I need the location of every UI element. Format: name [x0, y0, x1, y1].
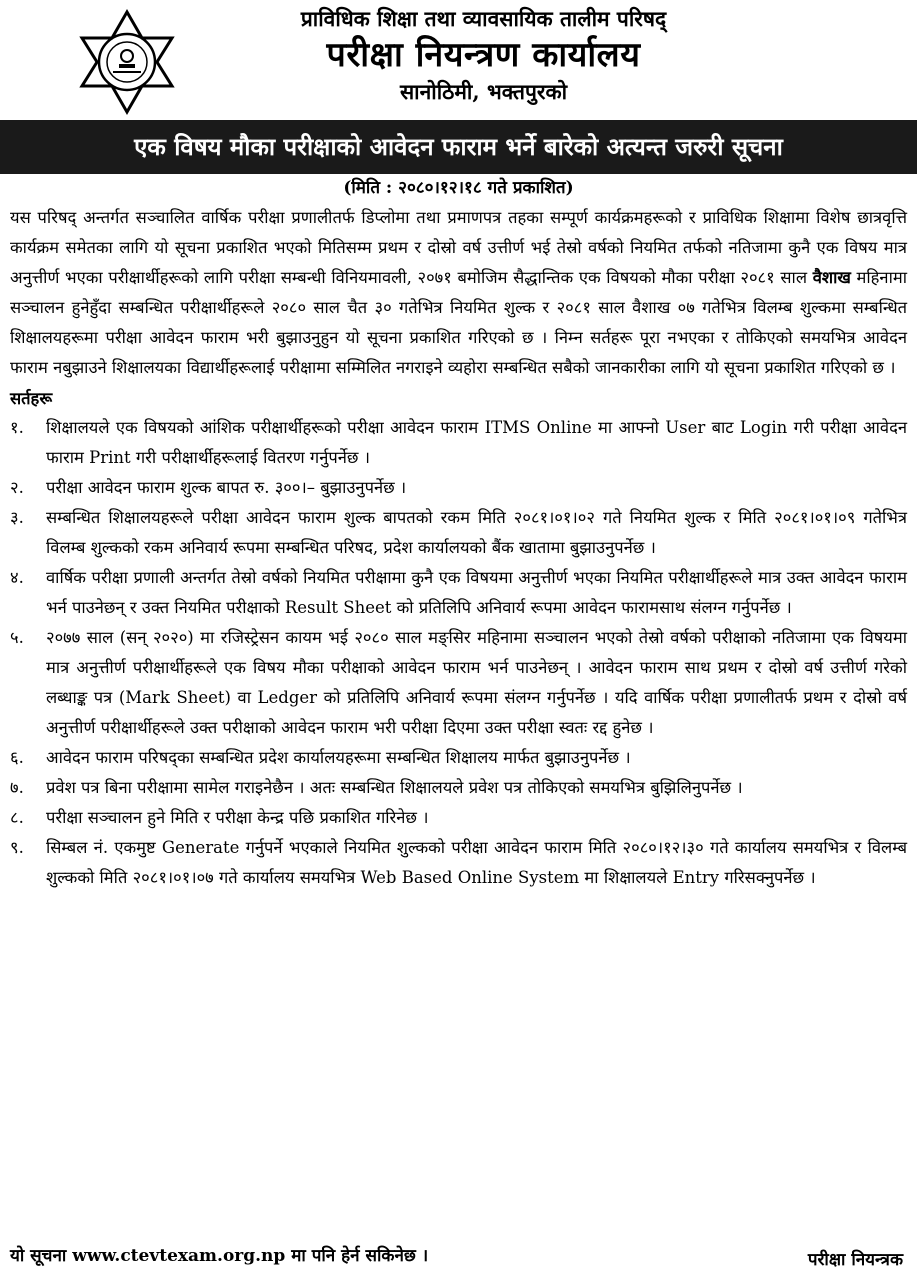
intro-text-part1: यस परिषद् अन्तर्गत सञ्चालित वार्षिक परीक्षा प्रणालीतर्फ डिप्लोमा तथा प्रमाणपत्र तहका सम्पूर्ण कार्यक्रमहरूको र प्राविधिक शिक्षामा विशेष छात्रवृत्ति कार्यक्रम समेतका लागि यो सूचना प्रकाशित भएको मितिसम्म प्रथम र दोस्रो वर्ष उत्तीर्ण भई तेस्रो वर्षको नियमित तर्फको नतिजामा कुनै एक विषय मात्र अनुत्तीर्ण भएका परीक्षार्थीहरूको लागि परीक्षा सम्बन्धी विनियमावली, २०७१ बमोजिम सैद्धान्तिक एक विषयको मौका परीक्षा २०८१ साल — [10, 208, 907, 287]
condition-number: ४. — [10, 568, 24, 587]
condition-text: परीक्षा आवेदन फाराम शुल्क बापत रु. ३००।– बुझाउनुपर्नेछ । — [46, 478, 407, 497]
condition-number: ५. — [10, 628, 24, 647]
publication-date: (मिति : २०८०।१२।१८ गते प्रकाशित) — [343, 178, 574, 198]
condition-number: ७. — [10, 778, 24, 797]
letterhead-text — [210, 4, 757, 108]
condition-number: २. — [10, 478, 24, 497]
condition-item — [10, 563, 907, 623]
condition-text: प्रवेश पत्र बिना परीक्षामा सामेल गराइनेछैन । अतः सम्बन्धित शिक्षालयले प्रवेश पत्र तोकिएको समयभित्र बुझिलिनुपर्नेछ । — [46, 778, 743, 797]
office-address: सानोठिमी, भक्तपुरको — [399, 79, 568, 104]
condition-number: ९. — [10, 838, 24, 857]
condition-number: ३. — [10, 508, 24, 527]
council-name: प्राविधिक शिक्षा तथा व्यावसायिक तालीम परिषद् — [300, 6, 667, 31]
notice-footer — [10, 1241, 907, 1271]
condition-item — [10, 803, 907, 833]
intro-highlight-month: वैशाख — [812, 268, 851, 287]
website-note: यो सूचना www.ctevtexam.org.np मा पनि हेर्न सकिनेछ । — [10, 1246, 429, 1266]
intro-text-part2: महिनामा सञ्चालन हुनेहुँदा सम्बन्धित परीक्षार्थीहरूले २०८० साल चैत ३० गतेभित्र नियमित शुल्क र २०८१ साल वैशाख ०७ गतेभित्र विलम्ब शुल्कमा सम्बन्धित शिक्षालयहरूमा परीक्षा आवेदन फाराम भरी बुझाउनुहुन यो सूचना प्रकाशित गरिएको छ । निम्न सर्तहरू पूरा नभएका र तोकिएको समयभित्र आवेदन फाराम नबुझाउने शिक्षालयका विद्यार्थीहरूलाई परीक्षामा सम्मिलित नगराइने व्यहोरा सम्बन्धित सबैको जानकारीका लागि यो सूचना प्रकाशित गरिएको छ । — [10, 268, 908, 377]
signatory: परीक्षा नियन्त्रक — [807, 1250, 903, 1270]
condition-item — [10, 833, 907, 893]
condition-text: शिक्षालयले एक विषयको आंशिक परीक्षार्थीहरूको परीक्षा आवेदन फाराम ITMS Online मा आफ्नो User बाट Login गरी परीक्षा आवेदन फाराम Print गरी परीक्षार्थीहरूलाई वितरण गर्नुपर्नेछ । — [46, 418, 907, 467]
condition-number: ८. — [10, 808, 24, 827]
condition-text: सम्बन्धित शिक्षालयहरूले परीक्षा आवेदन फाराम शुल्क बापतको रकम मिति २०८१।०१।०२ गते नियमित शुल्क र मिति २०८१।०१।०९ गतेभित्र विलम्ब शुल्कको रकम अनिवार्य रूपमा सम्बन्धित परिषद, प्रदेश कार्यालयको बैंक खातामा बुझाउनुपर्नेछ । — [46, 508, 907, 557]
condition-item — [10, 473, 907, 503]
condition-number: १. — [10, 418, 24, 437]
intro-paragraph — [10, 203, 907, 383]
condition-text: परीक्षा सञ्चालन हुने मिति र परीक्षा केन्द्र पछि प्रकाशित गरिनेछ । — [46, 808, 429, 827]
notice-body — [10, 203, 907, 893]
condition-text: सिम्बल नं. एकमुष्ट Generate गर्नुपर्ने भएकाले नियमित शुल्कको परीक्षा आवेदन फाराम मिति २०८०।१२।३० गते कार्यालय समयभित्र र विलम्ब शुल्कको मिति २०८१।०१।०७ गते कार्यालय समयभित्र Web Based Online System मा शिक्षालयले Entry गरिसक्नुपर्नेछ । — [46, 838, 907, 887]
office-name: परीक्षा नियन्त्रण कार्यालय — [326, 35, 641, 75]
conditions-title: सर्तहरू — [10, 389, 53, 408]
condition-number: ६. — [10, 748, 24, 767]
condition-item — [10, 503, 907, 563]
condition-item — [10, 413, 907, 473]
letterhead — [0, 0, 917, 120]
condition-item — [10, 773, 907, 803]
condition-item — [10, 623, 907, 743]
ctevt-star-emblem-icon — [68, 8, 186, 116]
condition-text: वार्षिक परीक्षा प्रणाली अन्तर्गत तेस्रो वर्षको नियमित परीक्षामा कुनै एक विषयमा अनुत्तीर्ण भएका नियमित परीक्षार्थीहरूले मात्र उक्त आवेदन फाराम भर्न पाउनेछन् र उक्त नियमित परीक्षाको Result Sheet को प्रतिलिपि अनिवार्य रूपमा आवेदन फारामसाथ संलग्न गर्नुपर्नेछ । — [46, 568, 907, 617]
notice-title-banner: एक विषय मौका परीक्षाको आवेदन फाराम भर्ने बारेको अत्यन्त जरुरी सूचना — [0, 120, 917, 174]
condition-text: आवेदन फाराम परिषद्का सम्बन्धित प्रदेश कार्यालयहरूमा सम्बन्धित शिक्षालय मार्फत बुझाउनुपर्नेछ । — [46, 748, 631, 767]
conditions-list — [10, 413, 907, 893]
condition-item — [10, 743, 907, 773]
condition-text: २०७७ साल (सन् २०२०) मा रजिस्ट्रेसन कायम भई २०८० साल मङ्सिर महिनामा सञ्चालन भएको तेस्रो वर्षको परीक्षाको नतिजामा एक विषयमा मात्र अनुत्तीर्ण परीक्षार्थीहरूले एक विषय मौका परीक्षाको आवेदन फाराम भर्न पाउनेछन् । आवेदन फाराम साथ प्रथम र दोस्रो वर्ष उत्तीर्ण गरेको लब्धाङ्क पत्र (Mark Sheet) वा Ledger को प्रतिलिपि अनिवार्य रूपमा संलग्न गर्नुपर्नेछ । यदि वार्षिक परीक्षा प्रणालीतर्फ प्रथम र दोस्रो वर्ष अनुत्तीर्ण परीक्षार्थीहरूले उक्त परीक्षाको आवेदन फाराम भरी परीक्षा दिएमा उक्त परीक्षा स्वतः रद्द हुनेछ । — [46, 628, 907, 737]
